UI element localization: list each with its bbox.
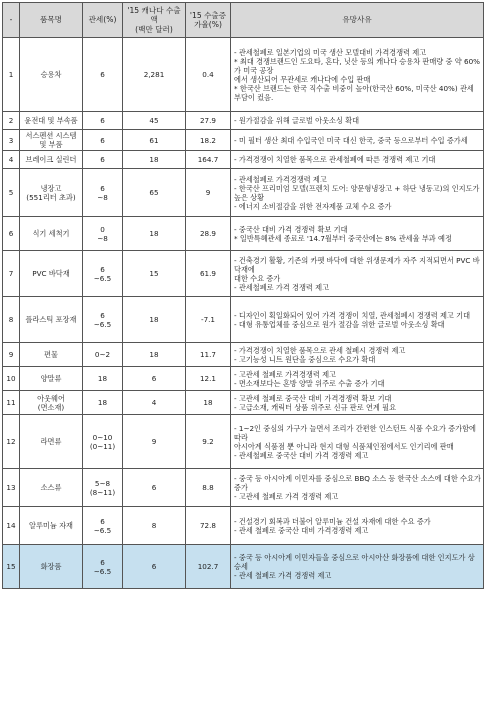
export-value: 6 xyxy=(123,469,186,507)
table-row xyxy=(3,507,484,545)
tariff-rate: 6 xyxy=(83,130,123,151)
header-reason: 유망사유 xyxy=(231,3,484,38)
table-row xyxy=(3,130,484,151)
tariff-rate: 6 ~6.5 xyxy=(83,251,123,297)
growth-rate: 61.9 xyxy=(186,251,231,297)
tariff-rate: 6 ~6.5 xyxy=(83,297,123,343)
reason-text: - 건축경기 활황, 기존의 카펫 바닥에 대한 위생문제가 자주 지적되면서 PVC 바닥재에 대한 수요 증가 - 관세철폐로 가격 경쟁력 제고 xyxy=(231,251,484,297)
tariff-rate: 18 xyxy=(83,367,123,391)
row-index: 6 xyxy=(3,217,20,251)
reason-text: - 디자인이 획일화되어 있어 가격 경쟁이 치열, 관세철폐시 경쟁력 제고 기대 - 대형 유통업체를 중심으로 원가 절감을 위한 글로벌 아웃소싱 확대 xyxy=(231,297,484,343)
row-index: 5 xyxy=(3,169,20,217)
row-index: 8 xyxy=(3,297,20,343)
export-value: 9 xyxy=(123,415,186,469)
table-row xyxy=(3,367,484,391)
growth-rate: 18 xyxy=(186,391,231,415)
reason-text: - 관세철폐로 일본기업의 미국 생산 모델대비 가격경쟁력 제고 * 최대 경쟁브랜드인 도요타, 혼다, 닛산 등의 캐나다 승용차 판매량 중 약 60%가 미국 공장 에서 생산되어 무관세로 캐나다에 수입 판매 * 한국산 브랜드는 한국 직수출 비중이 높아(한국산 60%, 미국산 40%) 관세 부담이 컸음. xyxy=(231,38,484,112)
table-row xyxy=(3,391,484,415)
export-value: 15 xyxy=(123,251,186,297)
growth-rate: 102.7 xyxy=(186,545,231,589)
tariff-rate: 6 ~8 xyxy=(83,169,123,217)
tariff-rate: 6 ~6.5 xyxy=(83,545,123,589)
table-row xyxy=(3,38,484,112)
item-name: PVC 바닥재 xyxy=(20,251,83,297)
reason-text: - 중국 등 아시아계 이민자를 중심으로 BBQ 소스 등 한국산 소스에 대한 수요가 증가 - 고관세 철폐로 가격 경쟁력 제고 xyxy=(231,469,484,507)
item-name: 라면류 xyxy=(20,415,83,469)
reason-text: - 가격경쟁이 치열한 품목으로 관세철폐에 따른 경쟁력 제고 기대 xyxy=(231,151,484,169)
export-value: 4 xyxy=(123,391,186,415)
row-index: 4 xyxy=(3,151,20,169)
reason-text: - 미 필터 생산 최대 수입국인 미국 대신 한국, 중국 등으로부터 수입 증가세 xyxy=(231,130,484,151)
header-tariff: 관세(%) xyxy=(83,3,123,38)
item-name: 냉장고 (551리터 초과) xyxy=(20,169,83,217)
header-index: - xyxy=(3,3,20,38)
reason-text: - 건설경기 회복과 더불어 알루미늄 건설 자재에 대한 수요 증가 - 관세 철폐로 중국산 대비 가격경쟁력 제고 xyxy=(231,507,484,545)
row-index: 9 xyxy=(3,343,20,367)
tariff-rate: 6 xyxy=(83,151,123,169)
growth-rate: 12.1 xyxy=(186,367,231,391)
table-row xyxy=(3,545,484,589)
table-row xyxy=(3,251,484,297)
reason-text: - 고관세 철폐로 중국산 대비 가격경쟁력 확보 기대 - 고급소재, 캐릭터 상품 위주로 신규 판로 연계 필요 xyxy=(231,391,484,415)
table-row xyxy=(3,169,484,217)
item-name: 브레이크 실린더 xyxy=(20,151,83,169)
row-index: 10 xyxy=(3,367,20,391)
growth-rate: 9.2 xyxy=(186,415,231,469)
item-name: 윤전대 및 부속품 xyxy=(20,112,83,130)
table-row xyxy=(3,112,484,130)
header-growth: '15 수출증가율(%) xyxy=(186,3,231,38)
item-name: 알루미늄 자재 xyxy=(20,507,83,545)
export-value: 8 xyxy=(123,507,186,545)
document xyxy=(2,2,483,589)
export-value: 2,281 xyxy=(123,38,186,112)
row-index: 13 xyxy=(3,469,20,507)
item-name: 소스류 xyxy=(20,469,83,507)
export-value: 18 xyxy=(123,343,186,367)
item-name: 편물 xyxy=(20,343,83,367)
tariff-rate: 0~2 xyxy=(83,343,123,367)
export-value: 18 xyxy=(123,151,186,169)
growth-rate: 28.9 xyxy=(186,217,231,251)
row-index: 7 xyxy=(3,251,20,297)
row-index: 1 xyxy=(3,38,20,112)
growth-rate: 0.4 xyxy=(186,38,231,112)
growth-rate: 18.2 xyxy=(186,130,231,151)
header-export: '15 캐나다 수출액 (백만 달러) xyxy=(123,3,186,38)
header-item: 품목명 xyxy=(20,3,83,38)
growth-rate: 11.7 xyxy=(186,343,231,367)
export-value: 6 xyxy=(123,545,186,589)
item-name: 식기 세척기 xyxy=(20,217,83,251)
reason-text: - 관세철폐로 가격경쟁력 제고 - 한국산 프리미엄 모델(프렌치 도어: 양문형냉장고 + 하단 냉동고)의 인지도가 높은 상황 - 에너지 소비절감을 위한 전자제품 교체 수요 증가 xyxy=(231,169,484,217)
table-row xyxy=(3,469,484,507)
export-value: 45 xyxy=(123,112,186,130)
row-index: 2 xyxy=(3,112,20,130)
table-row xyxy=(3,217,484,251)
row-index: 3 xyxy=(3,130,20,151)
tariff-rate: 6 xyxy=(83,38,123,112)
export-value: 65 xyxy=(123,169,186,217)
row-index: 15 xyxy=(3,545,20,589)
reason-text: - 중국 등 아시아계 이민자들을 중심으로 아시아산 화장품에 대한 인지도가 상승세 - 관세 철폐로 가격 경쟁력 제고 xyxy=(231,545,484,589)
table-row xyxy=(3,343,484,367)
growth-rate: 27.9 xyxy=(186,112,231,130)
export-value: 61 xyxy=(123,130,186,151)
growth-rate: 72.8 xyxy=(186,507,231,545)
table-header-row xyxy=(3,3,484,38)
reason-text: - 가격경쟁이 치열한 품목으로 관세 철폐시 경쟁력 제고 - 고기능성 니트 원단을 중심으로 수요가 확대 xyxy=(231,343,484,367)
export-value: 6 xyxy=(123,367,186,391)
row-index: 12 xyxy=(3,415,20,469)
item-name: 서스펜션 시스템 및 부품 xyxy=(20,130,83,151)
table-row xyxy=(3,415,484,469)
export-items-table xyxy=(2,2,484,589)
item-name: 화장품 xyxy=(20,545,83,589)
row-index: 14 xyxy=(3,507,20,545)
item-name: 플라스틱 포장재 xyxy=(20,297,83,343)
item-name: 아웃웨어 (면소재) xyxy=(20,391,83,415)
growth-rate: 9 xyxy=(186,169,231,217)
export-value: 18 xyxy=(123,217,186,251)
row-index: 11 xyxy=(3,391,20,415)
item-name: 승용차 xyxy=(20,38,83,112)
tariff-rate: 0~10 (0~11) xyxy=(83,415,123,469)
tariff-rate: 18 xyxy=(83,391,123,415)
growth-rate: -7.1 xyxy=(186,297,231,343)
tariff-rate: 6 ~6.5 xyxy=(83,507,123,545)
item-name: 양말류 xyxy=(20,367,83,391)
reason-text: - 1~2인 중심의 가구가 늘면서 조리가 간편한 인스턴트 식품 수요가 증가함에 따라 아시아계 식품점 뿐 아니라 현지 대형 식품체인점에서도 인기리에 판매 - 관세철폐로 중국산 대비 가격 경쟁력 제고 xyxy=(231,415,484,469)
table-row xyxy=(3,151,484,169)
reason-text: - 원가절감을 위해 글로벌 아웃소싱 확대 xyxy=(231,112,484,130)
table-body xyxy=(3,38,484,589)
reason-text: - 고관세 철폐로 가격경쟁력 제고 - 면소재보다는 혼방 양말 위주로 수출 증가 기대 xyxy=(231,367,484,391)
reason-text: - 중국산 대비 가격 경쟁력 확보 기대 * 일반특혜관세 종료로 '14.7월부터 중국산에는 8% 관세율 부과 예정 xyxy=(231,217,484,251)
export-value: 18 xyxy=(123,297,186,343)
table-row xyxy=(3,297,484,343)
tariff-rate: 0 ~8 xyxy=(83,217,123,251)
growth-rate: 8.8 xyxy=(186,469,231,507)
tariff-rate: 6 xyxy=(83,112,123,130)
tariff-rate: 5~8 (8~11) xyxy=(83,469,123,507)
growth-rate: 164.7 xyxy=(186,151,231,169)
